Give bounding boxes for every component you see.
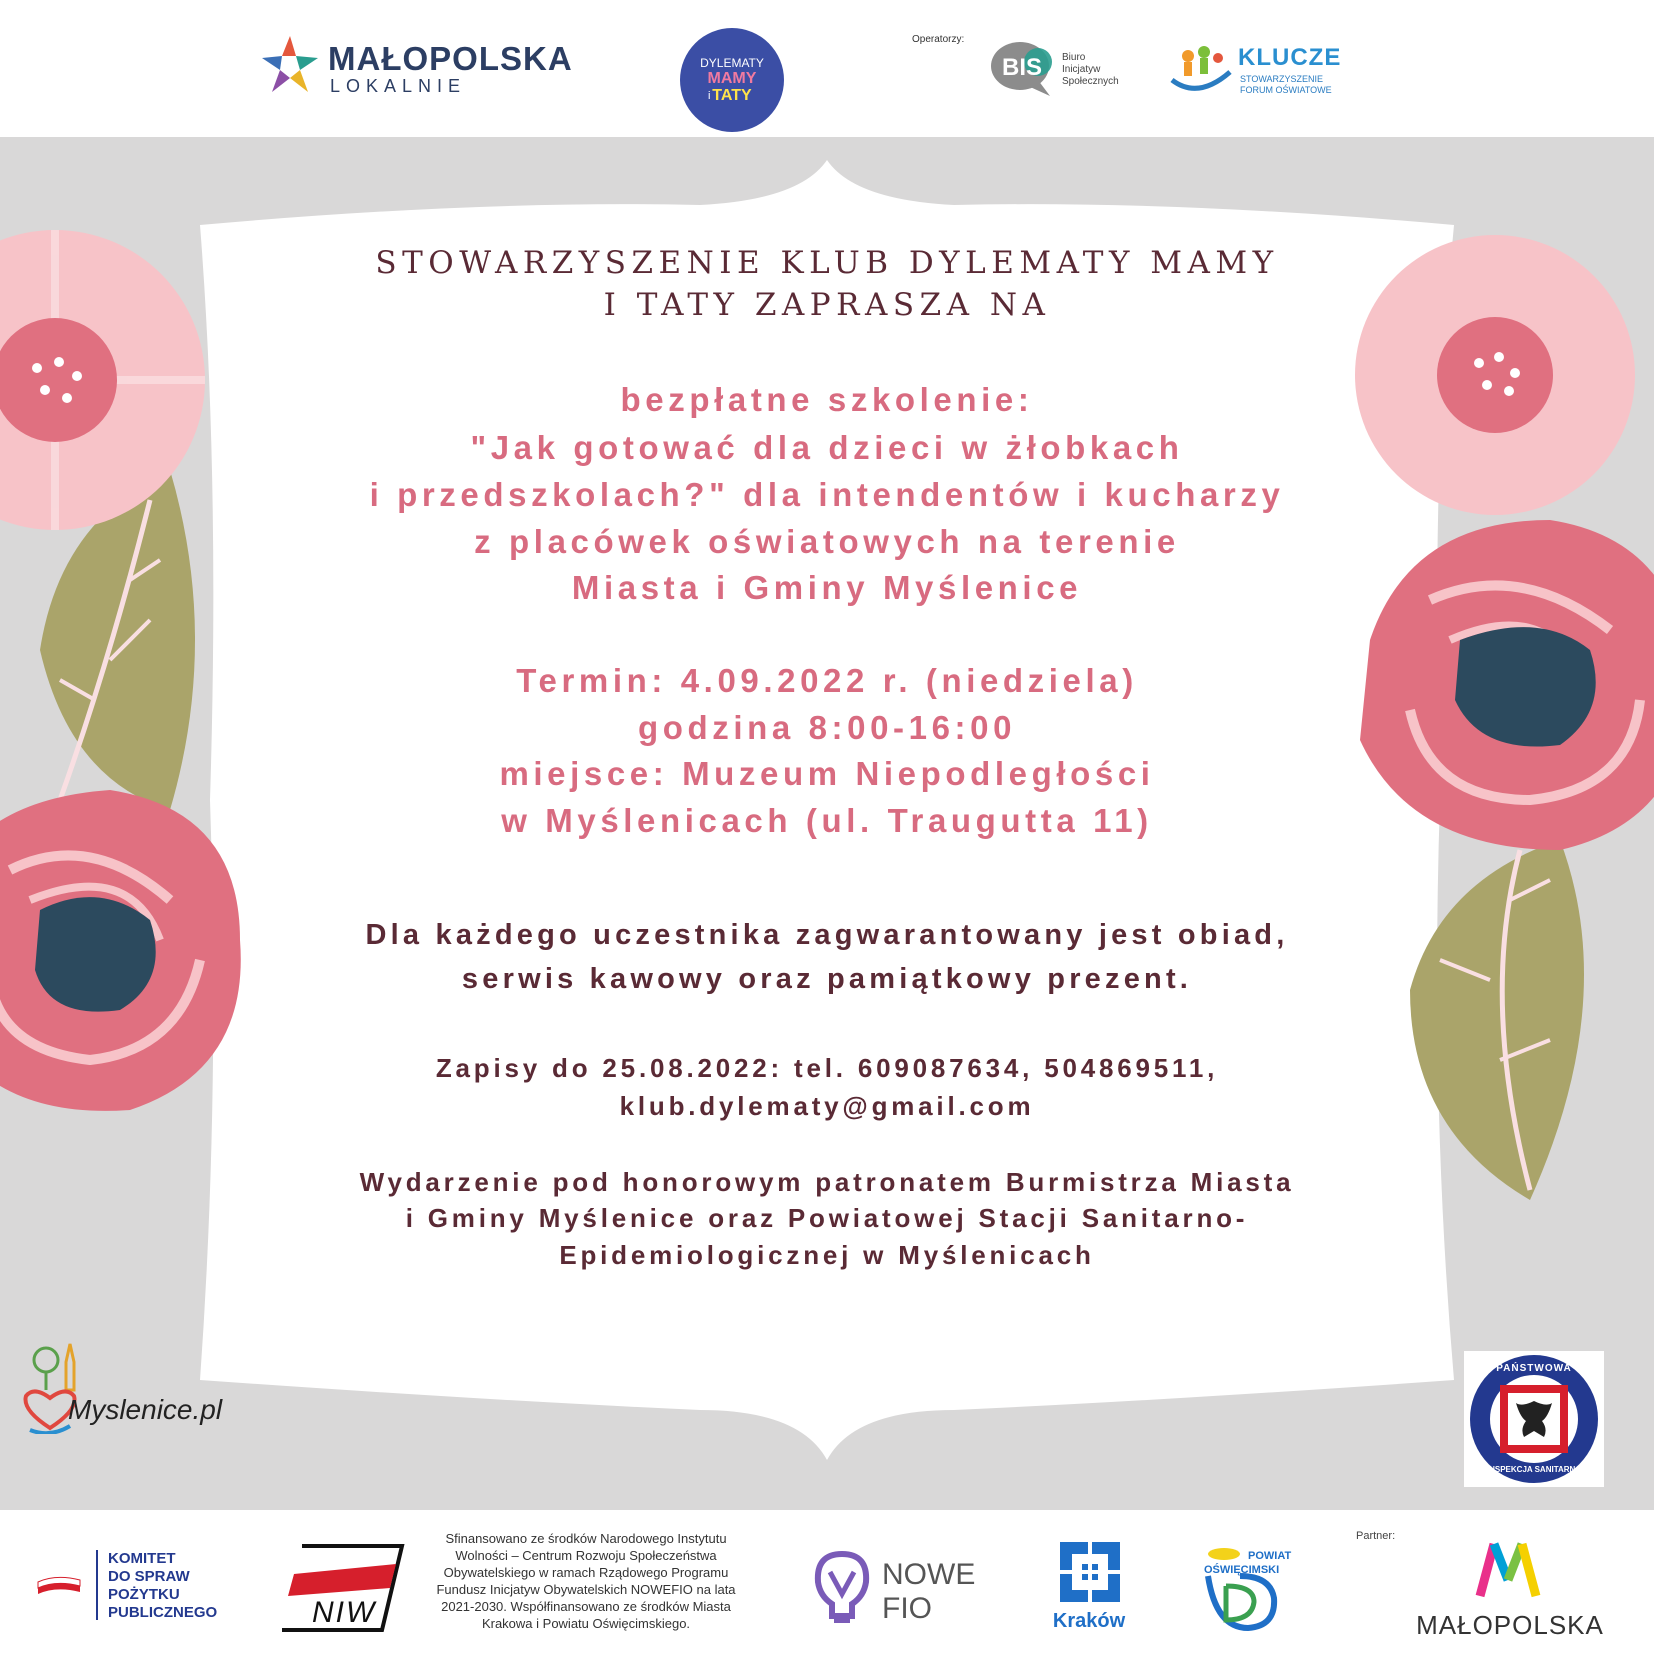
malopolska-partner-text: MAŁOPOLSKA: [1416, 1610, 1604, 1640]
poster-stage: [0, 137, 1654, 1510]
myslenice-logo: [18, 1342, 223, 1437]
powiat-logo: [1196, 1546, 1316, 1636]
training-line-4: z placówek oświatowych na terenie: [474, 523, 1180, 560]
sanepid-top-text: PAŃSTWOWA: [1496, 1363, 1572, 1374]
komitet-logo: [36, 1546, 256, 1626]
funding-line-2: Wolności – Centrum Rozwoju Społeczeństwa: [455, 1548, 717, 1563]
krakow-logo: [1044, 1540, 1134, 1640]
training-line-3: i przedszkolach?" dla intendentów i kucharzy: [369, 476, 1285, 513]
benefits-line-2: serwis kawowy oraz pamiątkowy prezent.: [461, 963, 1193, 995]
komitet-line-1: KOMITET: [108, 1550, 176, 1567]
details-line-3: miejsce: Muzeum Niepodległości: [499, 755, 1155, 792]
malopolska-partner-logo: [1412, 1540, 1612, 1644]
dylematy-line2: MAMY: [707, 70, 757, 87]
funding-line-1: Sfinansowano ze środków Narodowego Instytutu: [445, 1531, 727, 1546]
dylematy-line3: TATY: [712, 87, 752, 104]
bis-text-2: Inicjatyw: [1062, 64, 1101, 75]
signup-line-2: klub.dylematy@gmail.com: [619, 1091, 1035, 1121]
myslenice-text: Myslenice.pl: [68, 1394, 223, 1425]
invite-line-2: I TATY ZAPRASZA NA: [603, 287, 1051, 323]
klucze-logo: [1168, 42, 1348, 98]
malopolska-sub: LOKALNIE: [330, 76, 467, 96]
partner-label: Partner:: [1356, 1530, 1396, 1542]
bis-mark: BIS: [1002, 54, 1043, 81]
komitet-line-2: DO SPRAW: [108, 1568, 190, 1585]
keys-people-icon: [1168, 42, 1234, 96]
invite-line-1: STOWARZYSZENIE KLUB DYLEMATY MAMY: [375, 245, 1279, 281]
powiat-text-2: OŚWIĘCIMSKI: [1204, 1564, 1280, 1576]
komitet-line-4: PUBLICZNEGO: [108, 1604, 218, 1621]
nowe-text: NOWE: [882, 1558, 976, 1591]
malopolska-m-icon: [1474, 1540, 1544, 1600]
details-line-2: godzina 8:00-16:00: [637, 709, 1017, 746]
malopolska-title: MAŁOPOLSKA: [328, 40, 573, 77]
funding-line-5: 2021-2030. Współfinansowano ze środków Miasta: [441, 1599, 731, 1614]
patronage-line-3: Epidemiologicznej w Myślenicach: [559, 1240, 1095, 1270]
bis-text-3: Społecznych: [1062, 76, 1119, 87]
signup-line-1: Zapisy do 25.08.2022: tel. 609087634, 504869511,: [435, 1053, 1219, 1083]
klucze-sub1: STOWARZYSZENIE: [1240, 74, 1324, 84]
training-line-2: "Jak gotować dla dzieci w żłobkach: [470, 429, 1184, 466]
flag-icon: [36, 1574, 82, 1598]
funding-line-3: Obywatelskiego w ramach Rządowego Programu: [443, 1565, 729, 1580]
dylematy-badge: [680, 28, 784, 132]
bis-text-1: Biuro: [1062, 52, 1086, 63]
malopolska-lokalnie-logo: [258, 32, 573, 98]
komitet-line-3: POŻYTKU: [108, 1586, 180, 1603]
dylematy-i: i: [708, 90, 711, 102]
patronage-line-2: i Gminy Myślenice oraz Powiatowej Stacji Sanitarno-: [405, 1203, 1249, 1233]
sanepid-bottom-text: INSPEKCJA SANITARNA: [1486, 1465, 1582, 1474]
dylematy-line1: DYLEMATY: [700, 56, 764, 70]
krakow-text: Kraków: [1052, 1610, 1126, 1632]
klucze-title: KLUCZE: [1238, 44, 1342, 71]
krakow-grid-icon: [1058, 1540, 1122, 1604]
funding-text: [416, 1530, 756, 1632]
klucze-sub2: FORUM OŚWIATOWE: [1240, 85, 1332, 95]
star-people-icon: [258, 32, 322, 96]
niw-logo: [272, 1540, 412, 1636]
details-line-4: w Myślenicach (ul. Traugutta 11): [501, 802, 1153, 839]
flower-daisy-left-icon: [0, 230, 205, 530]
fio-text: FIO: [882, 1592, 932, 1625]
training-line-1: bezpłatne szkolenie:: [620, 381, 1034, 418]
komitet-divider: [96, 1550, 98, 1620]
niw-text: NIW: [312, 1596, 377, 1629]
details-line-1: Termin: 4.09.2022 r. (niedziela): [516, 662, 1138, 699]
sanepid-logo: [1464, 1351, 1604, 1487]
training-line-5: Miasta i Gminy Myślenice: [571, 569, 1083, 606]
benefits-line-1: Dla każdego uczestnika zagwarantowany jest obiad,: [365, 919, 1289, 951]
bis-logo: [990, 40, 1130, 100]
powiat-text-1: POWIAT: [1248, 1550, 1292, 1562]
operators-label: Operatorzy:: [912, 34, 965, 45]
patronage-line-1: Wydarzenie pod honorowym patronatem Burmistrza Miasta: [359, 1167, 1295, 1197]
lightbulb-icon: [812, 1550, 872, 1626]
funding-line-6: Krakowa i Powiatu Oświęcimskiego.: [481, 1616, 691, 1631]
nowefio-logo: [812, 1550, 992, 1630]
footer-bar: [0, 1510, 1654, 1654]
header-bar: [0, 0, 1654, 137]
funding-line-4: Fundusz Inicjatyw Obywatelskich NOWEFIO na lata: [436, 1582, 736, 1597]
